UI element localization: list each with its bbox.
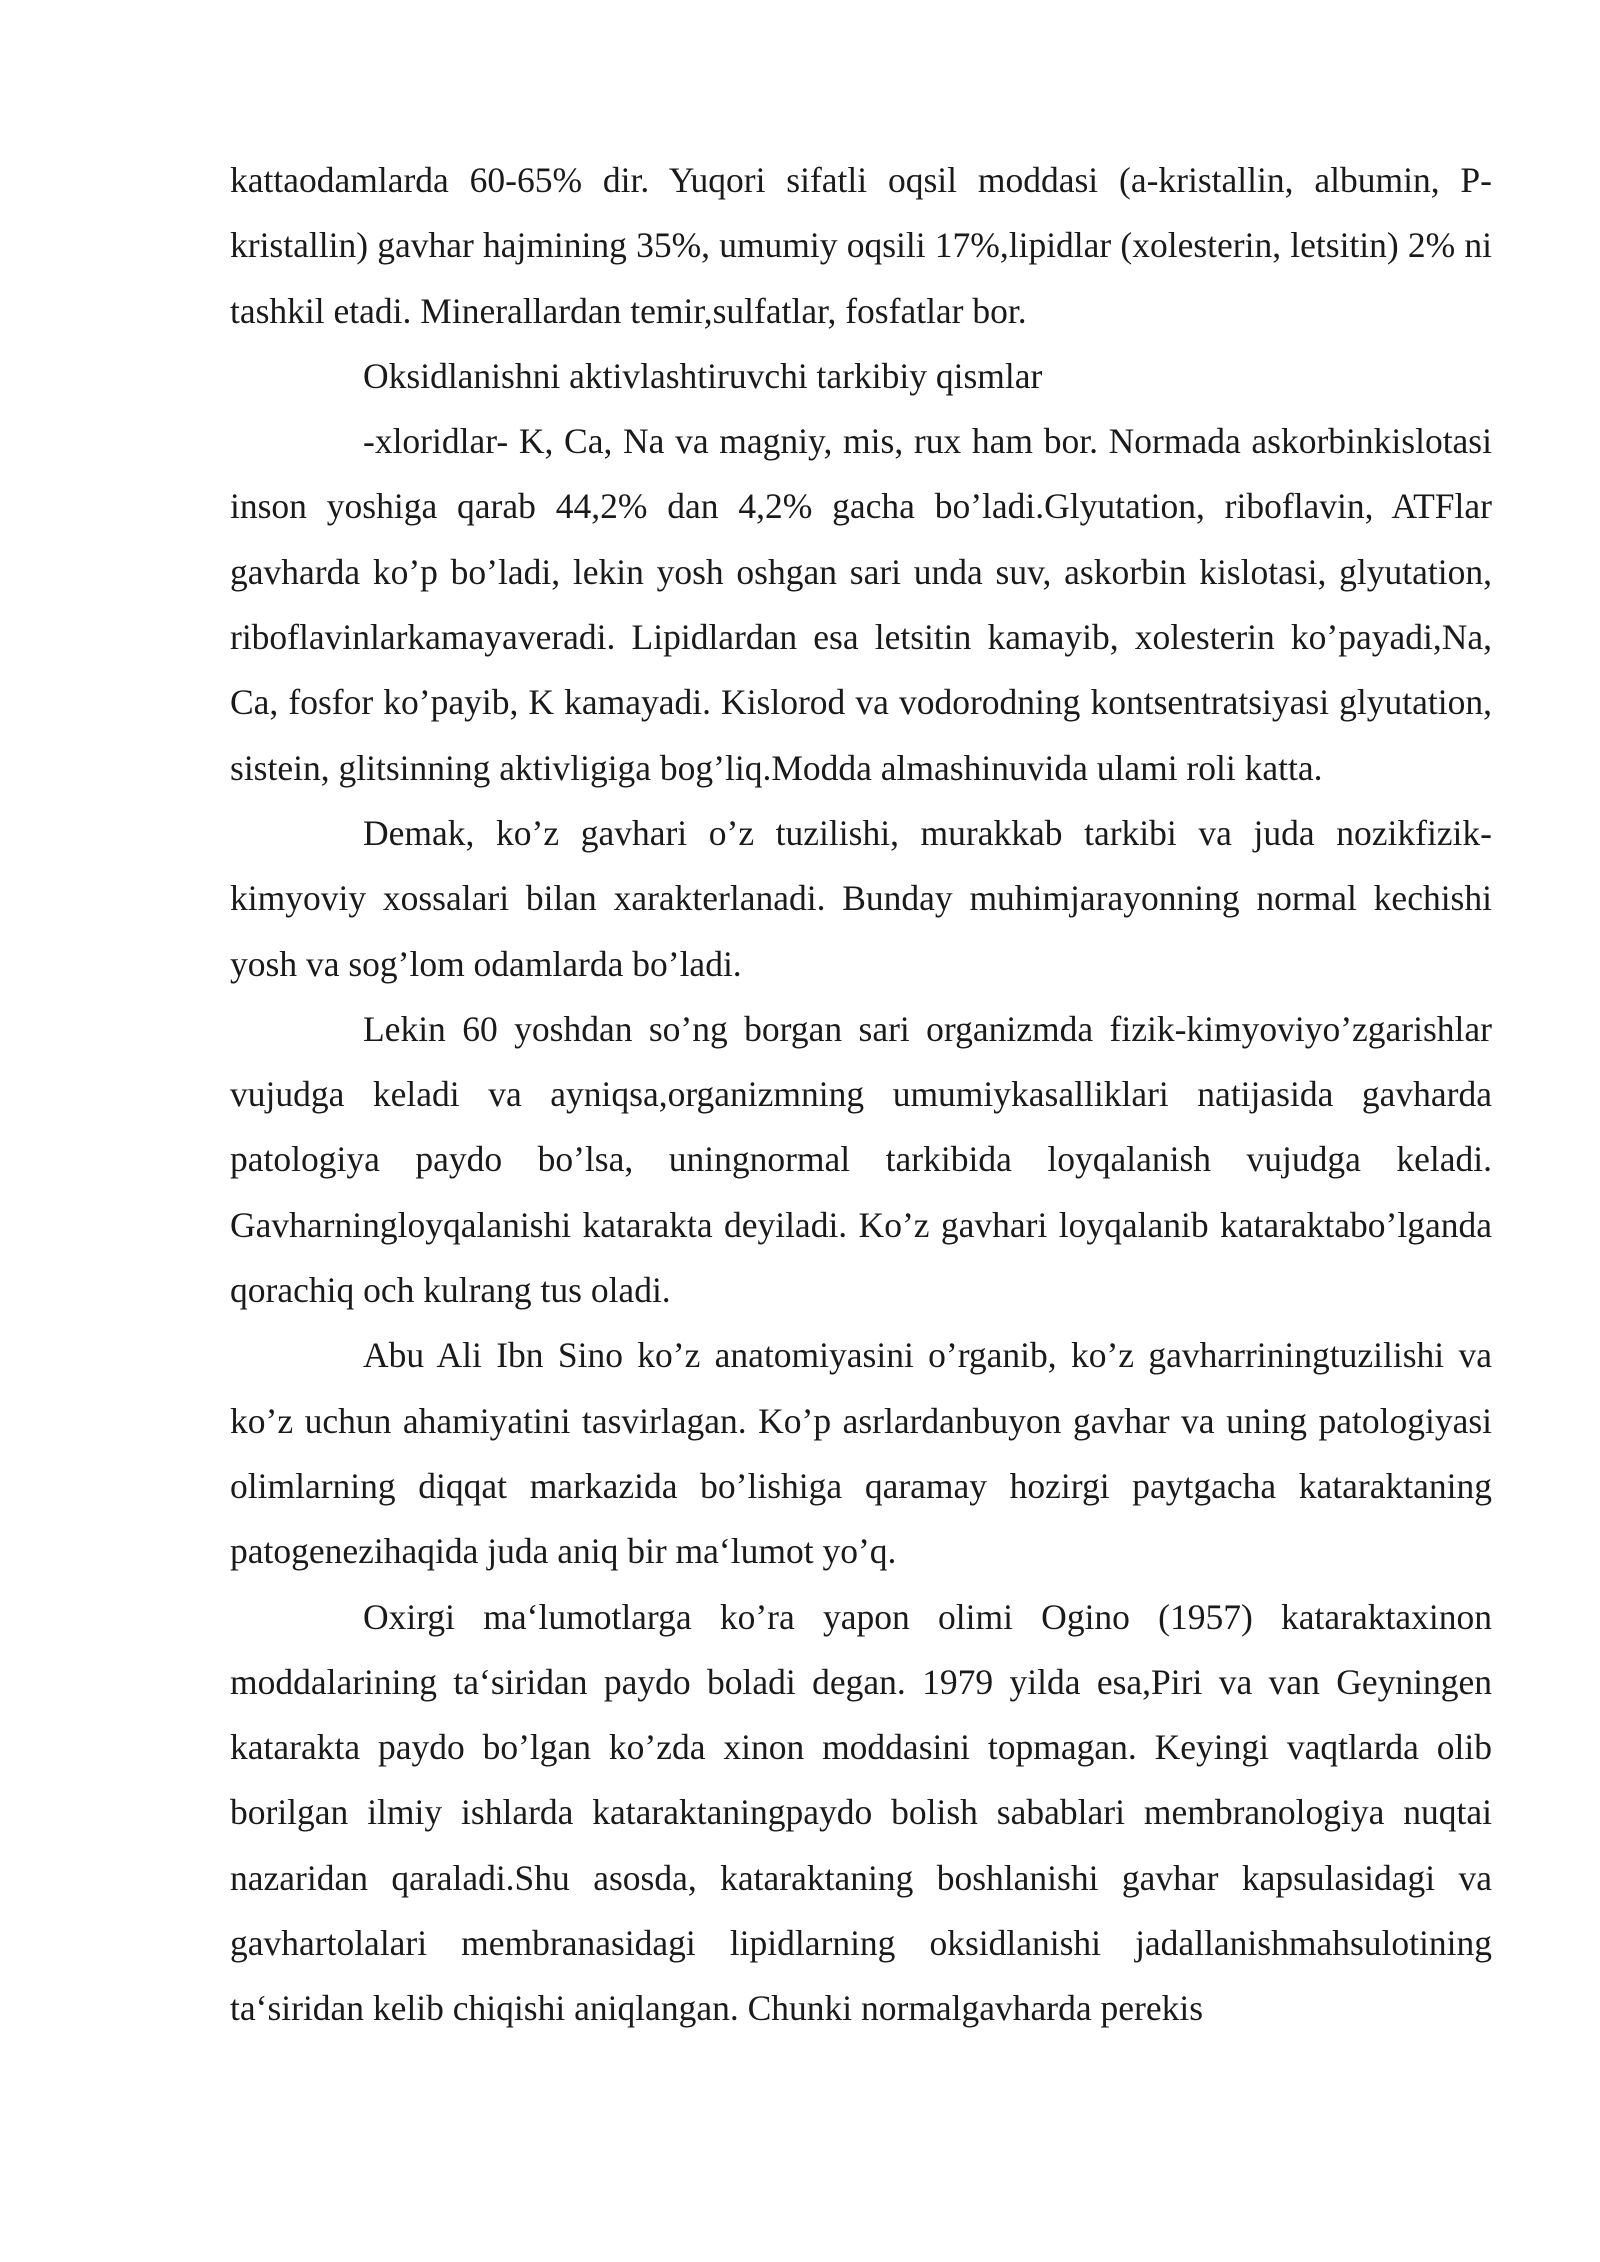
paragraph-7: Oxirgi ma‘lumotlarga ko’ra yapon olimi Ogino (1957) kataraktaxinon moddalarining ta‘siridan paydo boladi degan. 1979 yilda esa,Piri va van Geyningen katarakta paydo bo’lgan ko’zda xinon moddasini topmagan. Keyingi vaqtlarda olib borilgan ilmiy ishlarda kataraktaningpaydo bolish sabablari membranologiya nuqtai nazaridan qaraladi.Shu asosda, kataraktaning boshlanishi gavhar kapsulasidagi va gavhartolalari membranasidagi lipidlarning oksidlanishi jadallanishmahsulotining ta‘siridan kelib chiqishi aniqlangan. Chunki normalgavharda perekis xyxy=(230,1596,1492,2029)
paragraph-4: Demak, ko’z gavhari o’z tuzilishi, murakkab tarkibi va juda nozikfizik-kimyoviy xossalari bilan xarakterlanadi. Bunday muhimjarayonning normal kechishi yosh va sog’lom odamlarda bo’ladi. xyxy=(230,812,1492,984)
paragraph-2: Oksidlanishni aktivlashtiruvchi tarkibiy qismlar xyxy=(363,355,1043,396)
paragraph-5: Lekin 60 yoshdan so’ng borgan sari organizmda fizik-kimyoviyo’zgarishlar vujudga keladi va ayniqsa,organizmning umumiykasalliklari natijasida gavharda patologiya paydo bo’lsa, uningnormal tarkibida loyqalanish vujudga keladi. Gavharningloyqalanishi katarakta deyiladi. Ko’z gavhari loyqalanib kataraktabo’lganda qorachiq och kulrang tus oladi. xyxy=(230,1008,1492,1311)
body-text xyxy=(230,148,1492,2042)
paragraph-3: -xloridlar- K, Ca, Na va magniy, mis, rux ham bor. Normada askorbinkislotasi inson yoshiga qarab 44,2% dan 4,2% gacha bo’ladi.Glyutation, riboflavin, ATFlar gavharda ko’p bo’ladi, lekin yosh oshgan sari unda suv, askorbin kislotasi, glyutation, riboflavinlarkamayaveradi. Lipidlardan esa letsitin kamayib, xolesterin ko’payadi,Na, Ca, fosfor ko’payib, K kamayadi. Kislorod va vodorodning kontsentratsiyasi glyutation, sistein, glitsinning aktivligiga bog’liq.Modda almashinuvida ulami roli katta. xyxy=(230,421,1492,788)
paragraph-6: Abu Ali Ibn Sino ko’z anatomiyasini o’rganib, ko’z gavharriningtuzilishi va ko’z uchun ahamiyatini tasvirlagan. Ko’p asrlardanbuyon gavhar va uning patologiyasi olimlarning diqqat markazida bo’lishiga qaramay hozirgi paytgacha kataraktaning patogenezihaqida juda aniq bir ma‘lumot yo’q. xyxy=(230,1335,1492,1572)
paragraph-1: kattaodamlarda 60-65% dir. Yuqori sifatli oqsil moddasi (a-kristallin, albumin, P-kristallin) gavhar hajmining 35%, umumiy oqsili 17%,lipidlar (xolesterin, letsitin) 2% ni tashkil etadi. Minerallardan temir,sulfatlar, fosfatlar bor. xyxy=(230,160,1492,331)
